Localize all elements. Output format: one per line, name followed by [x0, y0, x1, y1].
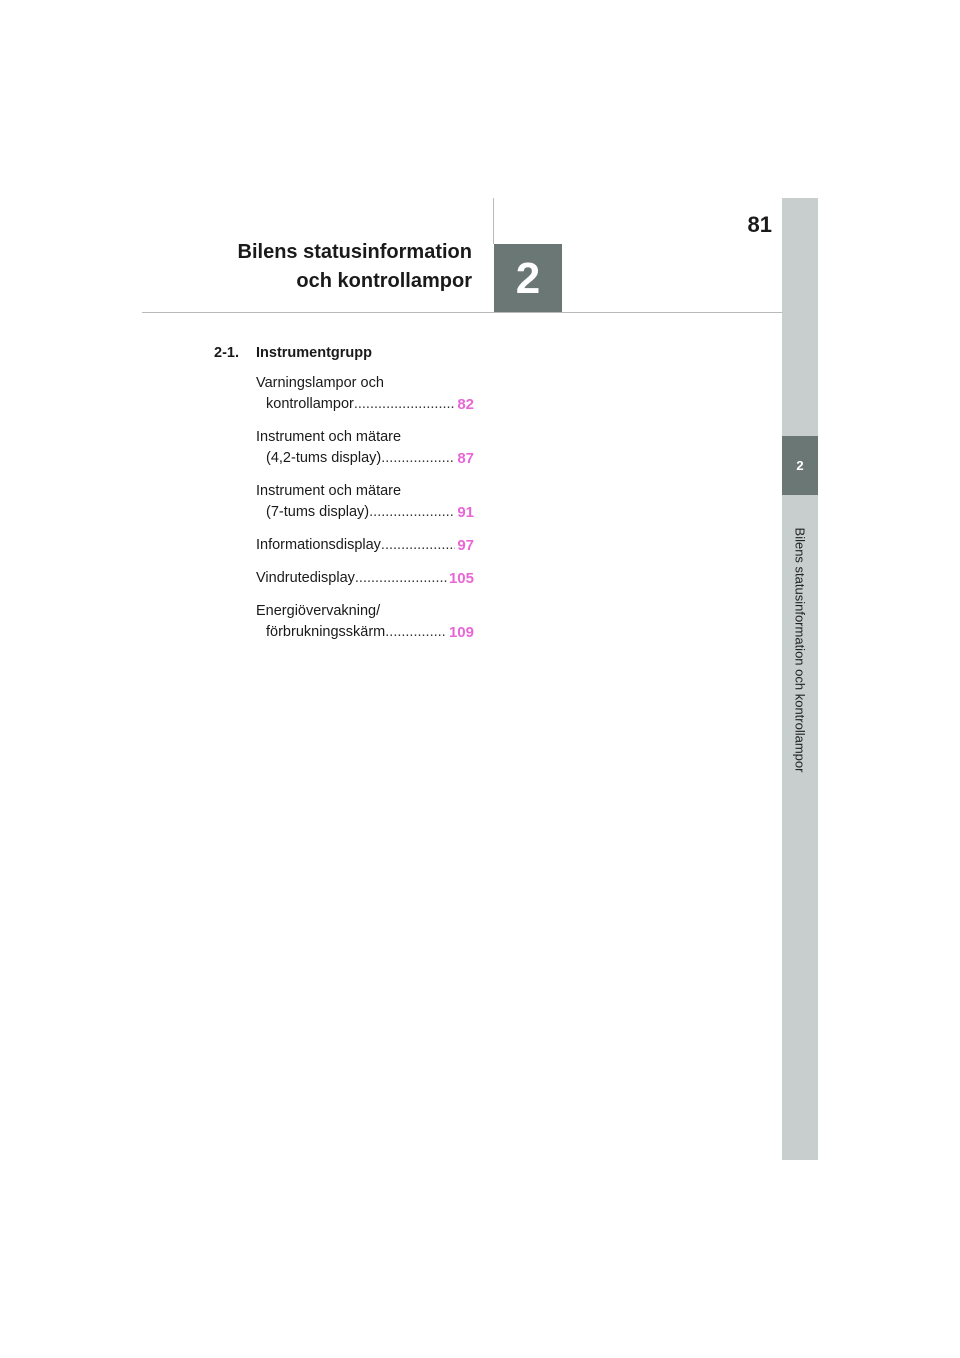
table-of-contents — [214, 345, 474, 655]
toc-page-link[interactable]: 97 — [457, 537, 474, 554]
side-tab-chapter-number[interactable]: 2 — [782, 436, 818, 495]
toc-entry[interactable] — [256, 568, 474, 589]
toc-entry[interactable] — [256, 427, 474, 469]
toc-section-number: 2-1. — [214, 345, 239, 361]
toc-entry-title-cont: förbrukningsskärm — [266, 624, 386, 640]
chapter-number-box: 2 — [494, 244, 562, 313]
toc-leader-dots — [354, 394, 455, 415]
toc-page-link[interactable]: 91 — [457, 504, 474, 521]
toc-entry-title: Instrument och mätare — [256, 429, 402, 445]
toc-entry[interactable] — [256, 601, 474, 643]
toc-entry[interactable] — [256, 535, 474, 556]
toc-entry-title: Energiövervakning/ — [256, 603, 381, 619]
toc-section-heading — [214, 345, 474, 361]
chapter-title-line1: Bilens statusinformation — [237, 241, 472, 263]
toc-leader-dots — [381, 448, 455, 469]
toc-page-link[interactable]: 82 — [457, 396, 474, 413]
toc-leader-dots — [369, 502, 455, 523]
toc-page-link[interactable]: 105 — [448, 570, 474, 587]
toc-entry-title-cont: (7-tums display) — [266, 504, 370, 520]
toc-entry-title-cont: (4,2-tums display) — [266, 450, 382, 466]
toc-section-title: Instrumentgrupp — [256, 345, 372, 361]
toc-entry-title: Vindrutedisplay — [256, 570, 355, 586]
toc-leader-dots — [355, 568, 447, 589]
toc-entry-title: Varningslampor och — [256, 375, 384, 391]
side-tab-label: Bilens statusinformation och kontrollampor — [792, 527, 808, 773]
toc-entry-title-cont: kontrollampor — [266, 396, 354, 412]
toc-page-link[interactable]: 87 — [457, 450, 474, 467]
toc-page-link[interactable]: 109 — [448, 624, 474, 641]
toc-entry-title: Informationsdisplay — [256, 537, 381, 553]
toc-entry[interactable] — [256, 373, 474, 415]
header-vertical-divider — [493, 198, 494, 244]
header-horizontal-divider — [142, 312, 782, 313]
toc-leader-dots — [381, 535, 455, 556]
page-number: 81 — [747, 212, 772, 237]
chapter-title-line2: och kontrollampor — [296, 270, 472, 292]
chapter-title — [190, 238, 472, 296]
toc-leader-dots — [385, 622, 447, 643]
toc-entry-title: Instrument och mätare — [256, 483, 402, 499]
toc-entry[interactable] — [256, 481, 474, 523]
